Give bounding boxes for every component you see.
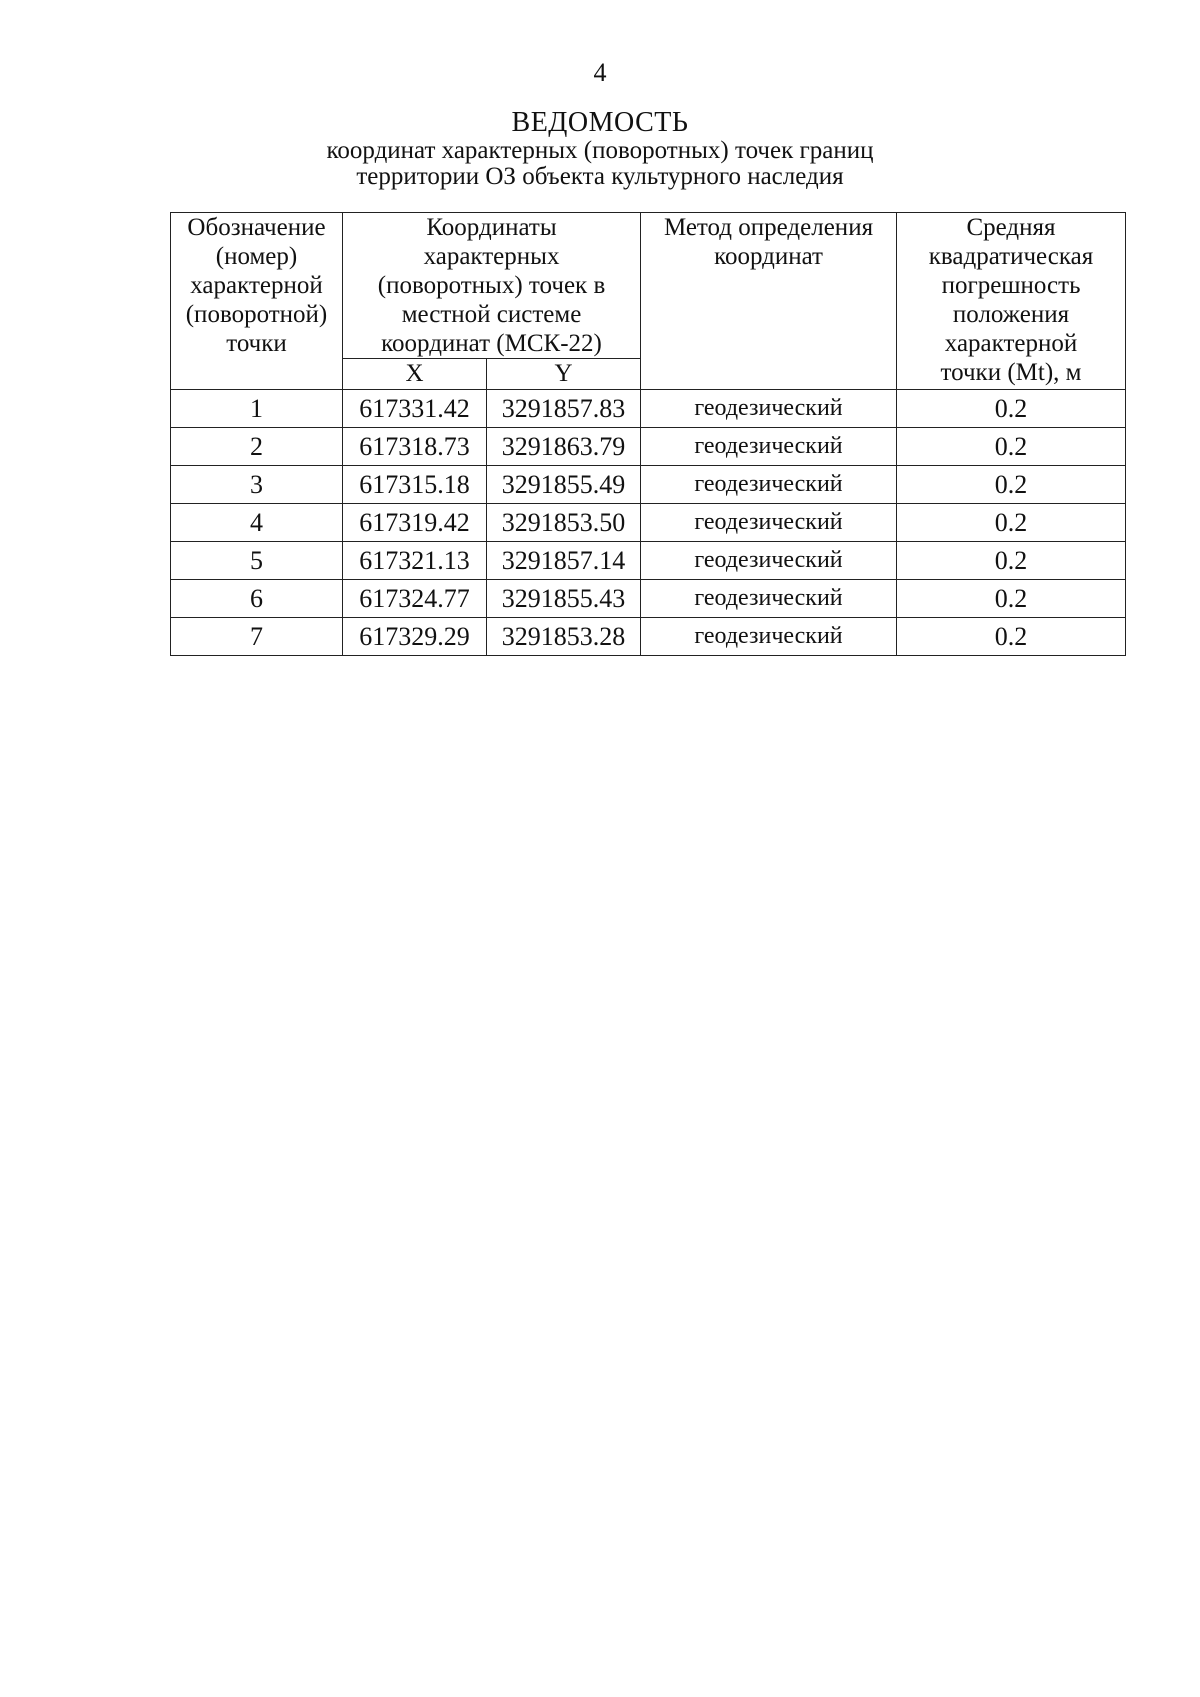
cell-y: 3291853.28 (487, 618, 641, 656)
cell-y: 3291855.49 (487, 466, 641, 504)
cell-x: 617319.42 (343, 504, 487, 542)
cell-error: 0.2 (897, 542, 1126, 580)
cell-point: 5 (171, 542, 343, 580)
cell-method: геодезический (641, 542, 897, 580)
header-method: Метод определения координат (641, 213, 897, 390)
cell-error: 0.2 (897, 466, 1126, 504)
table-row (171, 466, 1126, 504)
header-coordinates: Координаты характерных (поворотных) точек в местной системе координат (МСК-22) (343, 213, 641, 359)
cell-point: 7 (171, 618, 343, 656)
header-mean-error: Средняя квадратическая погрешность положения характерной точки (Mt), м (897, 213, 1126, 390)
cell-x: 617331.42 (343, 390, 487, 428)
cell-point: 3 (171, 466, 343, 504)
cell-x: 617315.18 (343, 466, 487, 504)
cell-y: 3291853.50 (487, 504, 641, 542)
table-row (171, 542, 1126, 580)
cell-point: 1 (171, 390, 343, 428)
coordinates-table (170, 212, 1126, 656)
cell-x: 617321.13 (343, 542, 487, 580)
cell-error: 0.2 (897, 580, 1126, 618)
subtitle-line: координат характерных (поворотных) точек границ (326, 137, 874, 164)
cell-method: геодезический (641, 580, 897, 618)
cell-point: 4 (171, 504, 343, 542)
cell-method: геодезический (641, 618, 897, 656)
page-number: 4 (593, 58, 607, 87)
cell-y: 3291855.43 (487, 580, 641, 618)
cell-y: 3291857.83 (487, 390, 641, 428)
document-title: ВЕДОМОСТЬ (511, 107, 689, 138)
header-point-designation: Обозначение (номер) характерной (поворотной) точки (171, 213, 343, 390)
cell-method: геодезический (641, 504, 897, 542)
table-row (171, 428, 1126, 466)
header-y: Y (487, 359, 641, 390)
table-row (171, 390, 1126, 428)
cell-y: 3291857.14 (487, 542, 641, 580)
cell-x: 617318.73 (343, 428, 487, 466)
document-subtitle (0, 138, 1200, 190)
table-row (171, 580, 1126, 618)
header-x: X (343, 359, 487, 390)
cell-point: 6 (171, 580, 343, 618)
table-row (171, 618, 1126, 656)
cell-method: геодезический (641, 466, 897, 504)
table-row (171, 504, 1126, 542)
cell-method: геодезический (641, 390, 897, 428)
cell-error: 0.2 (897, 390, 1126, 428)
cell-y: 3291863.79 (487, 428, 641, 466)
cell-point: 2 (171, 428, 343, 466)
cell-error: 0.2 (897, 504, 1126, 542)
cell-x: 617324.77 (343, 580, 487, 618)
cell-error: 0.2 (897, 428, 1126, 466)
cell-method: геодезический (641, 428, 897, 466)
cell-error: 0.2 (897, 618, 1126, 656)
cell-x: 617329.29 (343, 618, 487, 656)
subtitle-line: территории ОЗ объекта культурного наследия (356, 163, 844, 190)
